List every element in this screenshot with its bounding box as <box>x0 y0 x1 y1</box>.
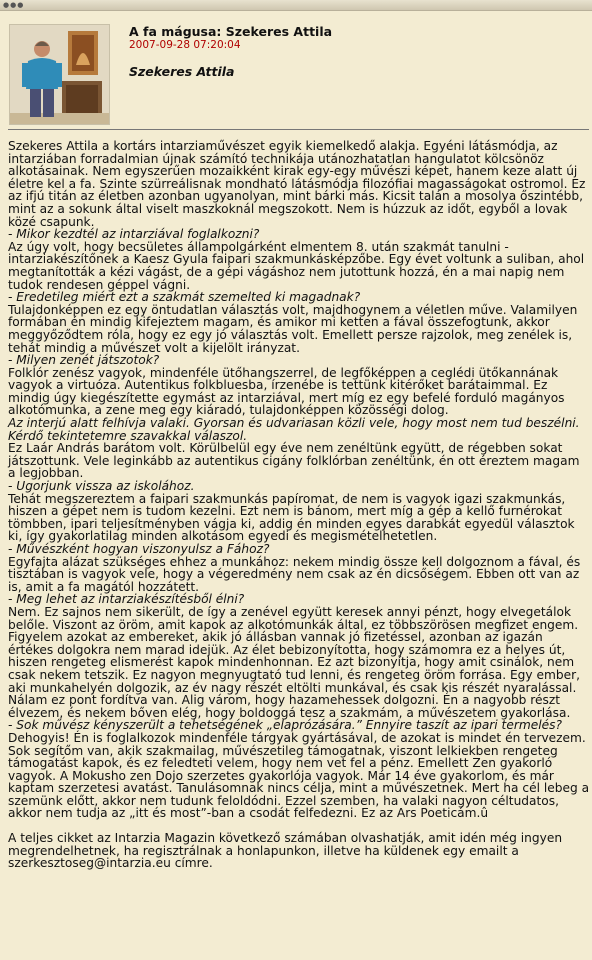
article-paragraph: Az úgy volt, hogy becsületes állampolgárként elmentem 8. után szakmát tanulni - intarziakészítőnek a Kaesz Gyula faipari szakmunkásképzőbe. Egy évet voltunk a suliban, ahol megtanították a kézi vágást, de a gépi vágáshoz nem jutottunk hozzá, én a mai napig nem tudok rendesen géppel vágni. <box>8 239 585 292</box>
interview-question: - Milyen zenét játszotok? <box>8 353 160 368</box>
interview-question: - Művészként hogyan viszonyulsz a Fához? <box>8 542 270 556</box>
article-paragraph: Folklór zenész vagyok, mindenféle ütőhangszerrel, de legfőképpen a ceglédi ütőkannának vagyok a virtuóza. Autentikus folkbluesba, írzenébe is tettünk kitérőket barátaimmal. Ez mindig úgy kiegészítette egymást az intarziával, mert míg ez egy befelé forduló magányos alkotómunka, a zene meg egy kiáradó, tulajdonképpen közösségi dolog. <box>8 365 565 418</box>
article-paragraph: Egyfajta alázat szükséges ehhez a munkához: nekem mindig össze kell dolgoznom a fával, és tisztában is vagyok vele, hogy a végeredmény nem csak az én dicsőségem. Ebben ott van az is, amit a fa magától hozzátett. <box>8 554 581 594</box>
article-paragraph: Tehát megszereztem a faipari szakmunkás papíromat, de nem is vagyok igazi szakmunkás, hiszen a gépet nem is tudom kezelni. Ezt nem is bánom, mert míg a gép a kellő furnérokat tömbben, ipari teljesítményben vágja ki, addig én minden egyes darabkát egyedül választok ki, így gyakorlatilag minden alkotásom egyedi és megismételhetetlen. <box>8 491 575 544</box>
author-photo-image <box>10 25 109 124</box>
article-body <box>8 140 590 870</box>
interview-question: - Ugorjunk vissza az iskolához. <box>8 479 195 494</box>
interview-question: - Meg lehet az intarziakészítésből élni? <box>8 592 245 607</box>
article-paragraph: Nem. Ez sajnos nem sikerült, de így a zenével együtt keresek annyi pénzt, hogy elvegetálok belőle. Viszont az öröm, amit kapok az alkotómunkák által, ez többszörösen megfizet engem. Figyelem azokat az embereket, akik jó állásban vannak jó fizetéssel, azonban az igazán értékes dolgokra nem marad idejük. Az élet bebizonyította, hogy számomra ez a helyes út, hiszen rengeteg elismerést kapok mindenhonnan. Ez azt bizonyítja, hogy amit csinálok, nem csak nekem tetszik. Ez nagyon megnyugtató tud lenni, és rengeteg öröm forrása. Egy ember, aki munkahelyén dolgozik, az év nagy részét eltölti munkával, és csak kis részét nyaralással. Nálam ez pont fordítva van. Alig várom, hogy hazamehessek dolgozni. Én a nagyobb részt élvezem, és nekem bőven elég, hogy boldoggá tesz a szakmám, a művészetem gyakorlása. <box>8 604 580 720</box>
article-author: Szekeres Attila <box>129 64 235 79</box>
article-paragraph: Ez Laár András barátom volt. Körülbelül egy éve nem zenéltünk együtt, de régebben sokat játszottunk. Vele leginkább az autentikus cigány folklórban zenéltünk, én ott éreztem magam a legjobban. <box>8 441 580 481</box>
author-photo <box>9 24 110 125</box>
interview-question: - Eredetileg miért ezt a szakmát szemelted ki magadnak? <box>8 290 361 305</box>
interview-question: - Sok művész kényszerült a tehetségének „elaprózására.” Ennyire taszít az ipari termelés? <box>8 718 562 733</box>
article-paragraph: Dehogyis! Én is foglalkozok mindenféle tárgyak gyártásával, de azokat is mindet én tervezem. Sok segítőm van, akik szakmailag, művészetileg támogatnak, viszont lelkiekben rengeteg támogatást kapok, és ez feledteti velem, hogy nem vet fel a pénz. Emellett Zen gyakorló vagyok. A Mokusho zen Dojo szerzetes gyakorlója vagyok. Már 14 éve gyakorlom, és már kaptam szerzetesi avatást. Tanulásomnak nincs célja, mint a művészetnek. Mert ha cél lebeg a szemünk előtt, akkor nem tudunk feloldódni. Ezzel szemben, ha valaki nagyon céltudatos, akkor nem tudja az „itt és most”-ban a csodát felfedezni. Ez az Ars Poeticám.û <box>8 730 590 821</box>
article-paragraph: A teljes cikket az Intarzia Magazin következő számában olvashatják, amit idén még ingyen megrendelhetnek, ha regisztrálnak a honlapunkon, illetve ha küldenek egy emailt a szerkesztoseg@intarzia.eu címre. <box>8 831 563 871</box>
window-grip-icon: ●●● <box>3 1 25 9</box>
interview-question: Az interjú alatt felhívja valaki. Gyorsan és udvariasan közli vele, hogy most nem tud beszélni. Kérdő tekintetemre szavakkal válaszol. <box>8 416 580 443</box>
header-divider <box>8 129 589 130</box>
interview-question: - Mikor kezdtél az intarziával foglalkozni? <box>8 227 260 242</box>
article-title: A fa mágusa: Szekeres Attila <box>129 24 333 39</box>
article-paragraph: Szekeres Attila a kortárs intarziaművészet egyik kiemelkedő alakja. Egyéni látásmódja, az intarziában forradalmian újnak számító technikája utánozhatatlan hangulatot kölcsönöz alkotásainak. Nem egyszerűen mozaikként kirak egy-egy művészi képet, hanem keze alatt új életre kel a fa. Szinte szürreálisnak mondható látásmódja filozófiai magasságokat ostromol. Ez az ifjú titán az életben azonban ugyanolyan, mint bárki más. Kicsit talán a mosolya őszintébb, mint az a sokunk által viselt maszkoknál megszokott. Nem is húzzuk az időt, egyből a lovak közé csapunk. <box>8 139 586 229</box>
window-titlebar <box>0 0 592 11</box>
article-date: 2007-09-28 07:20:04 <box>129 39 241 51</box>
article-paragraph: Tulajdonképpen ez egy öntudatlan választás volt, majdhogynem a véletlen műve. Valamilyen formában én mindig kifejeztem magam, és amikor mi ketten a fával összefogtunk, akkor meggyőződtem róla, hogy ez egy jó választás volt. Emellett persze rajzolok, meg zenélek is, tehát mindig a művészet volt a kijelölt irányzat. <box>8 302 578 355</box>
